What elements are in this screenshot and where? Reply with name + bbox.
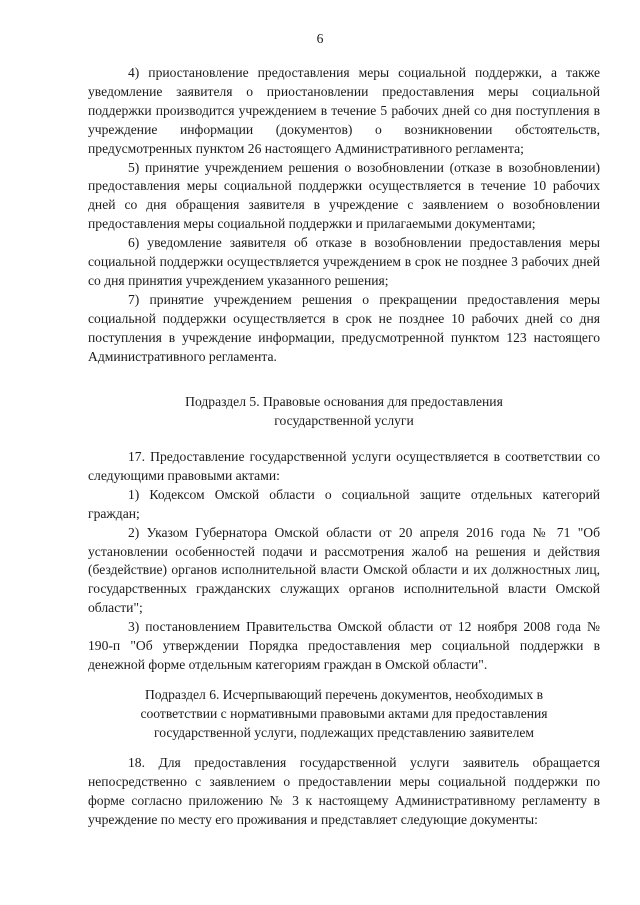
section-top-text xyxy=(88,64,600,367)
paragraph-item-6: 6) уведомление заявителя об отказе в возобновлении предоставления меры социальной поддержки осуществляется учреждением в срок не позднее 3 рабочих дней со дня принятия учреждением указанного решения; xyxy=(88,235,600,288)
page-number: 6 xyxy=(316,31,324,46)
heading-line: государственной услуги, подлежащих представлению заявителем xyxy=(153,724,535,740)
heading-line: Подраздел 5. Правовые основания для предоставления xyxy=(185,394,503,409)
heading-line: Подраздел 6. Исчерпывающий перечень документов, необходимых в xyxy=(144,687,543,702)
paragraph-17-item-3: 3) постановлением Правительства Омской области от 12 ноября 2008 года № 190-п "Об утверждении Порядка предоставления мер социальной поддержки в денежной форме отдельным категориям граждан в Омской области". xyxy=(88,619,600,672)
paragraph-17: 17. Предоставление государственной услуги осуществляется в соответствии со следующими правовыми актами: xyxy=(88,449,600,483)
paragraph-item-7: 7) принятие учреждением решения о прекращении предоставления меры социальной поддержки осуществляется в срок не позднее 10 рабочих дней со дня поступления в учреждение информации, предусмотренной пунктом 123 настоящего Административного регламента. xyxy=(88,291,600,364)
subsection-5-heading xyxy=(88,393,600,431)
subsection-6-heading xyxy=(88,686,600,743)
heading-line: соответствии с нормативными правовыми актами для предоставления xyxy=(140,705,548,721)
subsection-5-text xyxy=(88,448,600,675)
paragraph-17-item-2: 2) Указом Губернатора Омской области от 20 апреля 2016 года № 71 "Об установлении особенностей подачи и рассмотрения жалоб на решения и действия (бездействие) органов исполнительной власти Омской области и их должностных лиц, государственных гражданских служащих органов исполнительной власти Омской области"; xyxy=(88,524,600,616)
paragraph-item-5: 5) принятие учреждением решения о возобновлении (отказе в возобновлении) предоставления меры социальной поддержки осуществляется в течение 10 рабочих дней со дня обращения заявителя в учреждение с заявлением о возобновлении предоставления меры социальной поддержки и прилагаемыми документами; xyxy=(88,159,600,232)
paragraph-item-4: 4) приостановление предоставления меры социальной поддержки, а также уведомление заявителя о приостановлении предоставления меры социальной поддержки производится учреждением в течение 5 рабочих дней со дня поступления в учреждение информации (документов) о возникновении обстоятельств, предусмотренных пунктом 26 настоящего Административного регламента; xyxy=(88,65,600,156)
paragraph-17-item-1: 1) Кодексом Омской области о социальной защите отдельных категорий граждан; xyxy=(88,486,600,521)
subsection-6-text xyxy=(88,754,600,830)
heading-line: государственной услуги xyxy=(274,412,414,428)
paragraph-18: 18. Для предоставления государственной услуги заявитель обращается непосредственно с заявлением о предоставлении меры социальной поддержки по форме согласно приложению № 3 к настоящему Административному регламенту в учреждение по месту его проживания и представляет следующие документы: xyxy=(88,755,600,827)
